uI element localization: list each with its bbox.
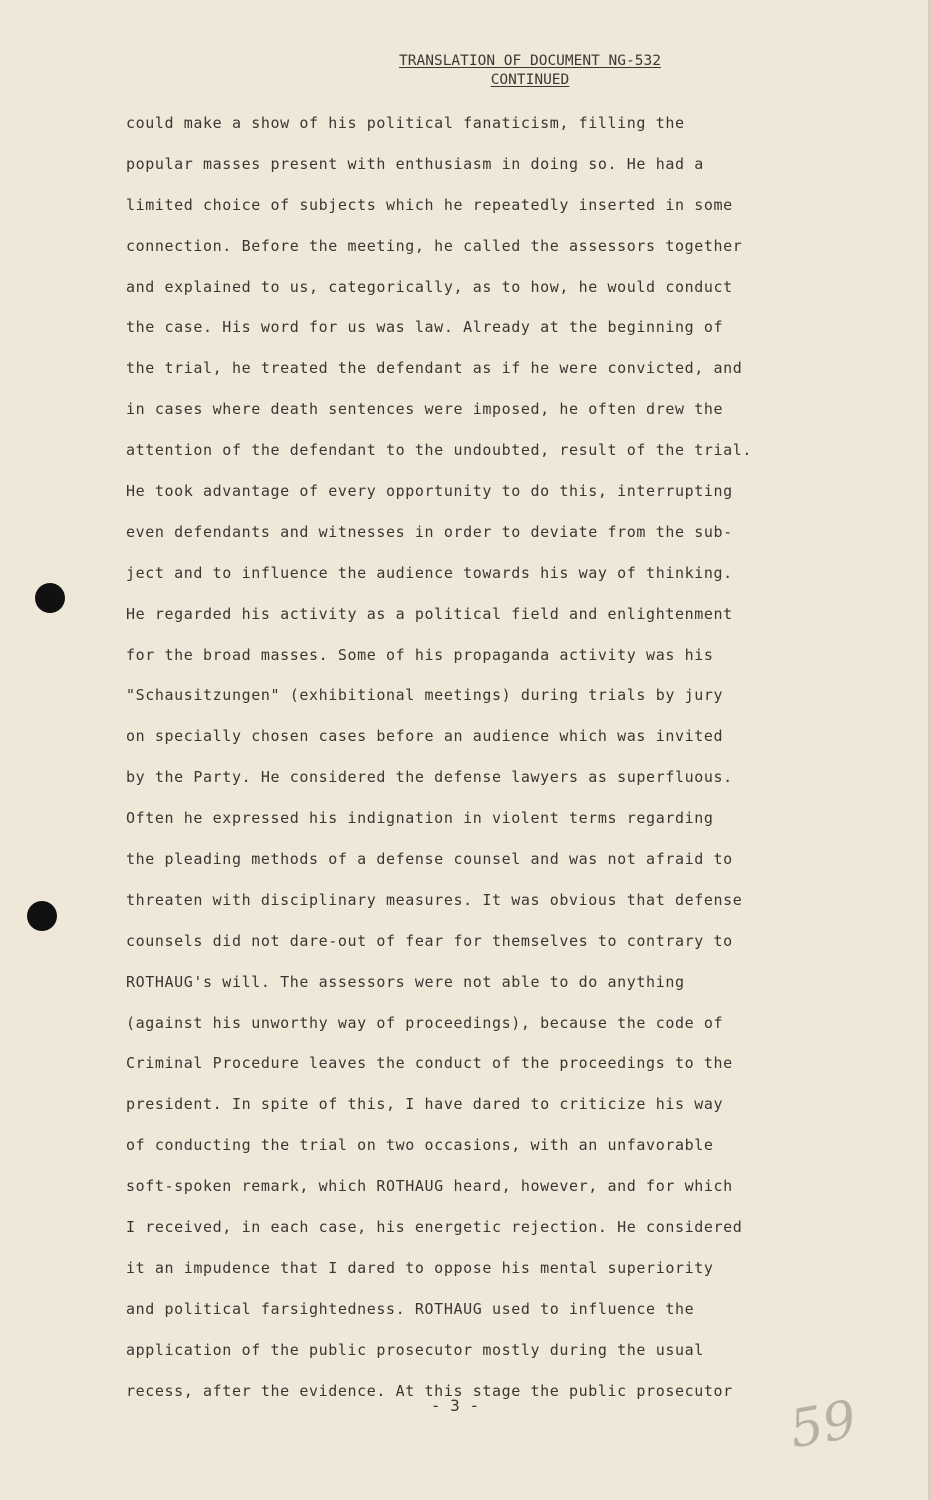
punch-hole-icon	[35, 583, 65, 613]
punch-hole-icon	[27, 901, 57, 931]
text-line: and explained to us, categorically, as to how, he would conduct	[126, 277, 733, 296]
text-line: soft-spoken remark, which ROTHAUG heard, however, and for which	[126, 1177, 733, 1196]
header-title: TRANSLATION OF DOCUMENT NG-532	[399, 53, 661, 69]
handwritten-page-mark: 59	[785, 1389, 861, 1461]
text-line: could make a show of his political fanaticism, filling the	[126, 114, 685, 132]
text-line: and political farsightedness. ROTHAUG used to influence the	[126, 1299, 695, 1318]
text-line: I received, in each case, his energetic rejection. He considered	[126, 1218, 743, 1237]
text-line: the trial, he treated the defendant as if he were convicted, and	[126, 359, 743, 378]
text-line: popular masses present with enthusiasm in doing so. He had a	[126, 154, 704, 173]
text-line: counsels did not dare-out of fear for themselves to contrary to	[126, 931, 733, 950]
text-line: "Schausitzungen" (exhibitional meetings) during trials by jury	[126, 686, 724, 705]
text-line: Often he expressed his indignation in violent terms regarding	[126, 809, 714, 828]
text-line: Criminal Procedure leaves the conduct of the proceedings to the	[126, 1054, 733, 1073]
page-number: - 3 -	[430, 1396, 480, 1415]
document-body	[126, 110, 756, 1419]
text-line: limited choice of subjects which he repeatedly inserted in some	[126, 195, 733, 214]
text-line: of conducting the trial on two occasions, with an unfavorable	[126, 1136, 714, 1155]
text-line: on specially chosen cases before an audience which was invited	[126, 727, 724, 746]
header-subtitle: CONTINUED	[490, 72, 570, 88]
text-line: ject and to influence the audience towards his way of thinking.	[126, 563, 733, 582]
text-line: connection. Before the meeting, he called the assessors together	[126, 236, 743, 255]
text-line: the case. His word for us was law. Already at the beginning of	[126, 318, 724, 337]
text-line: in cases where death sentences were imposed, he often drew the	[126, 400, 724, 419]
text-line: it an impudence that I dared to oppose his mental superiority	[126, 1258, 714, 1277]
text-line: application of the public prosecutor mostly during the usual	[126, 1340, 704, 1359]
text-line: recess, after the evidence. At this stage the public prosecutor	[126, 1381, 733, 1400]
text-line: even defendants and witnesses in order to deviate from the sub-	[126, 522, 733, 541]
document-header	[380, 52, 680, 90]
text-line: He regarded his activity as a political field and enlightenment	[126, 604, 733, 623]
text-line: He took advantage of every opportunity to do this, interrupting	[126, 482, 733, 501]
text-line: the pleading methods of a defense counsel and was not afraid to	[126, 850, 733, 869]
text-line: president. In spite of this, I have dared to criticize his way	[126, 1095, 724, 1114]
text-line: (against his unworthy way of proceedings), because the code of	[126, 1013, 724, 1032]
text-line: threaten with disciplinary measures. It was obvious that defense	[126, 890, 743, 909]
text-line: ROTHAUG's will. The assessors were not able to do anything	[126, 972, 685, 991]
text-line: for the broad masses. Some of his propaganda activity was his	[126, 645, 714, 664]
text-line: by the Party. He considered the defense lawyers as superfluous.	[126, 768, 733, 787]
text-line: attention of the defendant to the undoubted, result of the trial.	[126, 441, 752, 460]
